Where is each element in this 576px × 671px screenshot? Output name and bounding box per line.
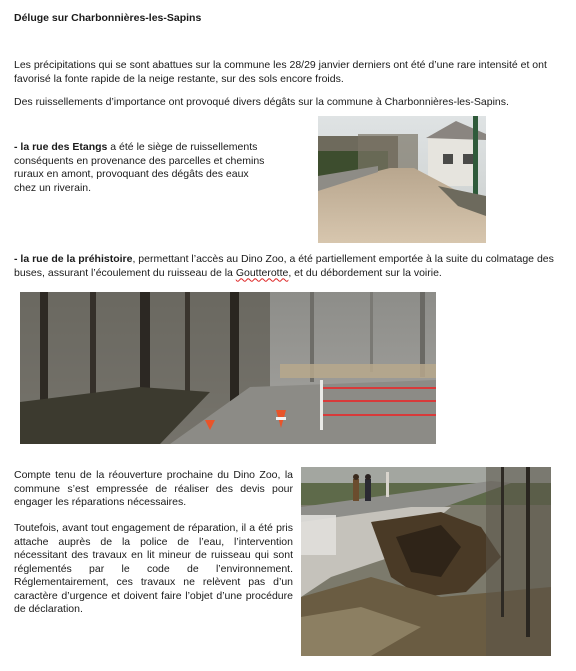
toutefois-paragraph: Toutefois, avant tout engagement de réparation, il a été pris attache auprès de la police de l’eau, l’intervention nécessitant des travaux en lit mineur de ruisseau qui sont réglementés par le code de l’environnement. Réglementairement, ces travaux ne relèvent pas d’un caractère d’urgence et doivent faire l’objet d’une procédure de déclaration. (14, 522, 293, 615)
flooded-street-photo (318, 116, 486, 243)
etangs-paragraph (14, 141, 268, 195)
intro-paragraph: Les précipitations qui se sont abattues sur la commune les 28/29 janvier derniers ont été d’une rare intensité et ont favorisé la fonte rapide de la neige restante, sur des sols encore froids. (14, 59, 547, 85)
etangs-text: a été le siège de ruissellements conséquents en provenance des parcelles et chemins ruraux en amont, provoquant des dégâts des eaux chez un riverain. (14, 141, 265, 194)
goutterotte-name: Goutterotte (235, 266, 289, 279)
prehistoire-street-name: la rue de la préhistoire (20, 253, 133, 265)
damage-paragraph: Des ruissellements d’importance ont provoqué divers dégâts sur la commune à Charbonnières-les-Sapins. (14, 96, 509, 108)
prehistoire-text-after: , et du débordement sur la voirie. (288, 266, 442, 279)
collapsed-road-photo (301, 467, 551, 656)
document-title: Déluge sur Charbonnières-les-Sapins (14, 12, 202, 24)
prehistoire-text-before: , permettant l’accès au Dino Zoo, a été partiellement emportée à la suite du colmatage des buses, assurant l’écoulement du ruisseau de la (14, 253, 554, 279)
prehistoire-bullet: - (14, 253, 21, 265)
flooded-road-photo (20, 292, 436, 444)
prehistoire-paragraph (14, 253, 554, 280)
dino-zoo-paragraph: Compte tenu de la réouverture prochaine du Dino Zoo, la commune s’est empressée de réaliser des devis pour engager les réparations nécessaires. (14, 469, 293, 508)
etangs-street-name: la rue des Etangs (20, 141, 108, 153)
etangs-bullet: - (14, 141, 21, 153)
